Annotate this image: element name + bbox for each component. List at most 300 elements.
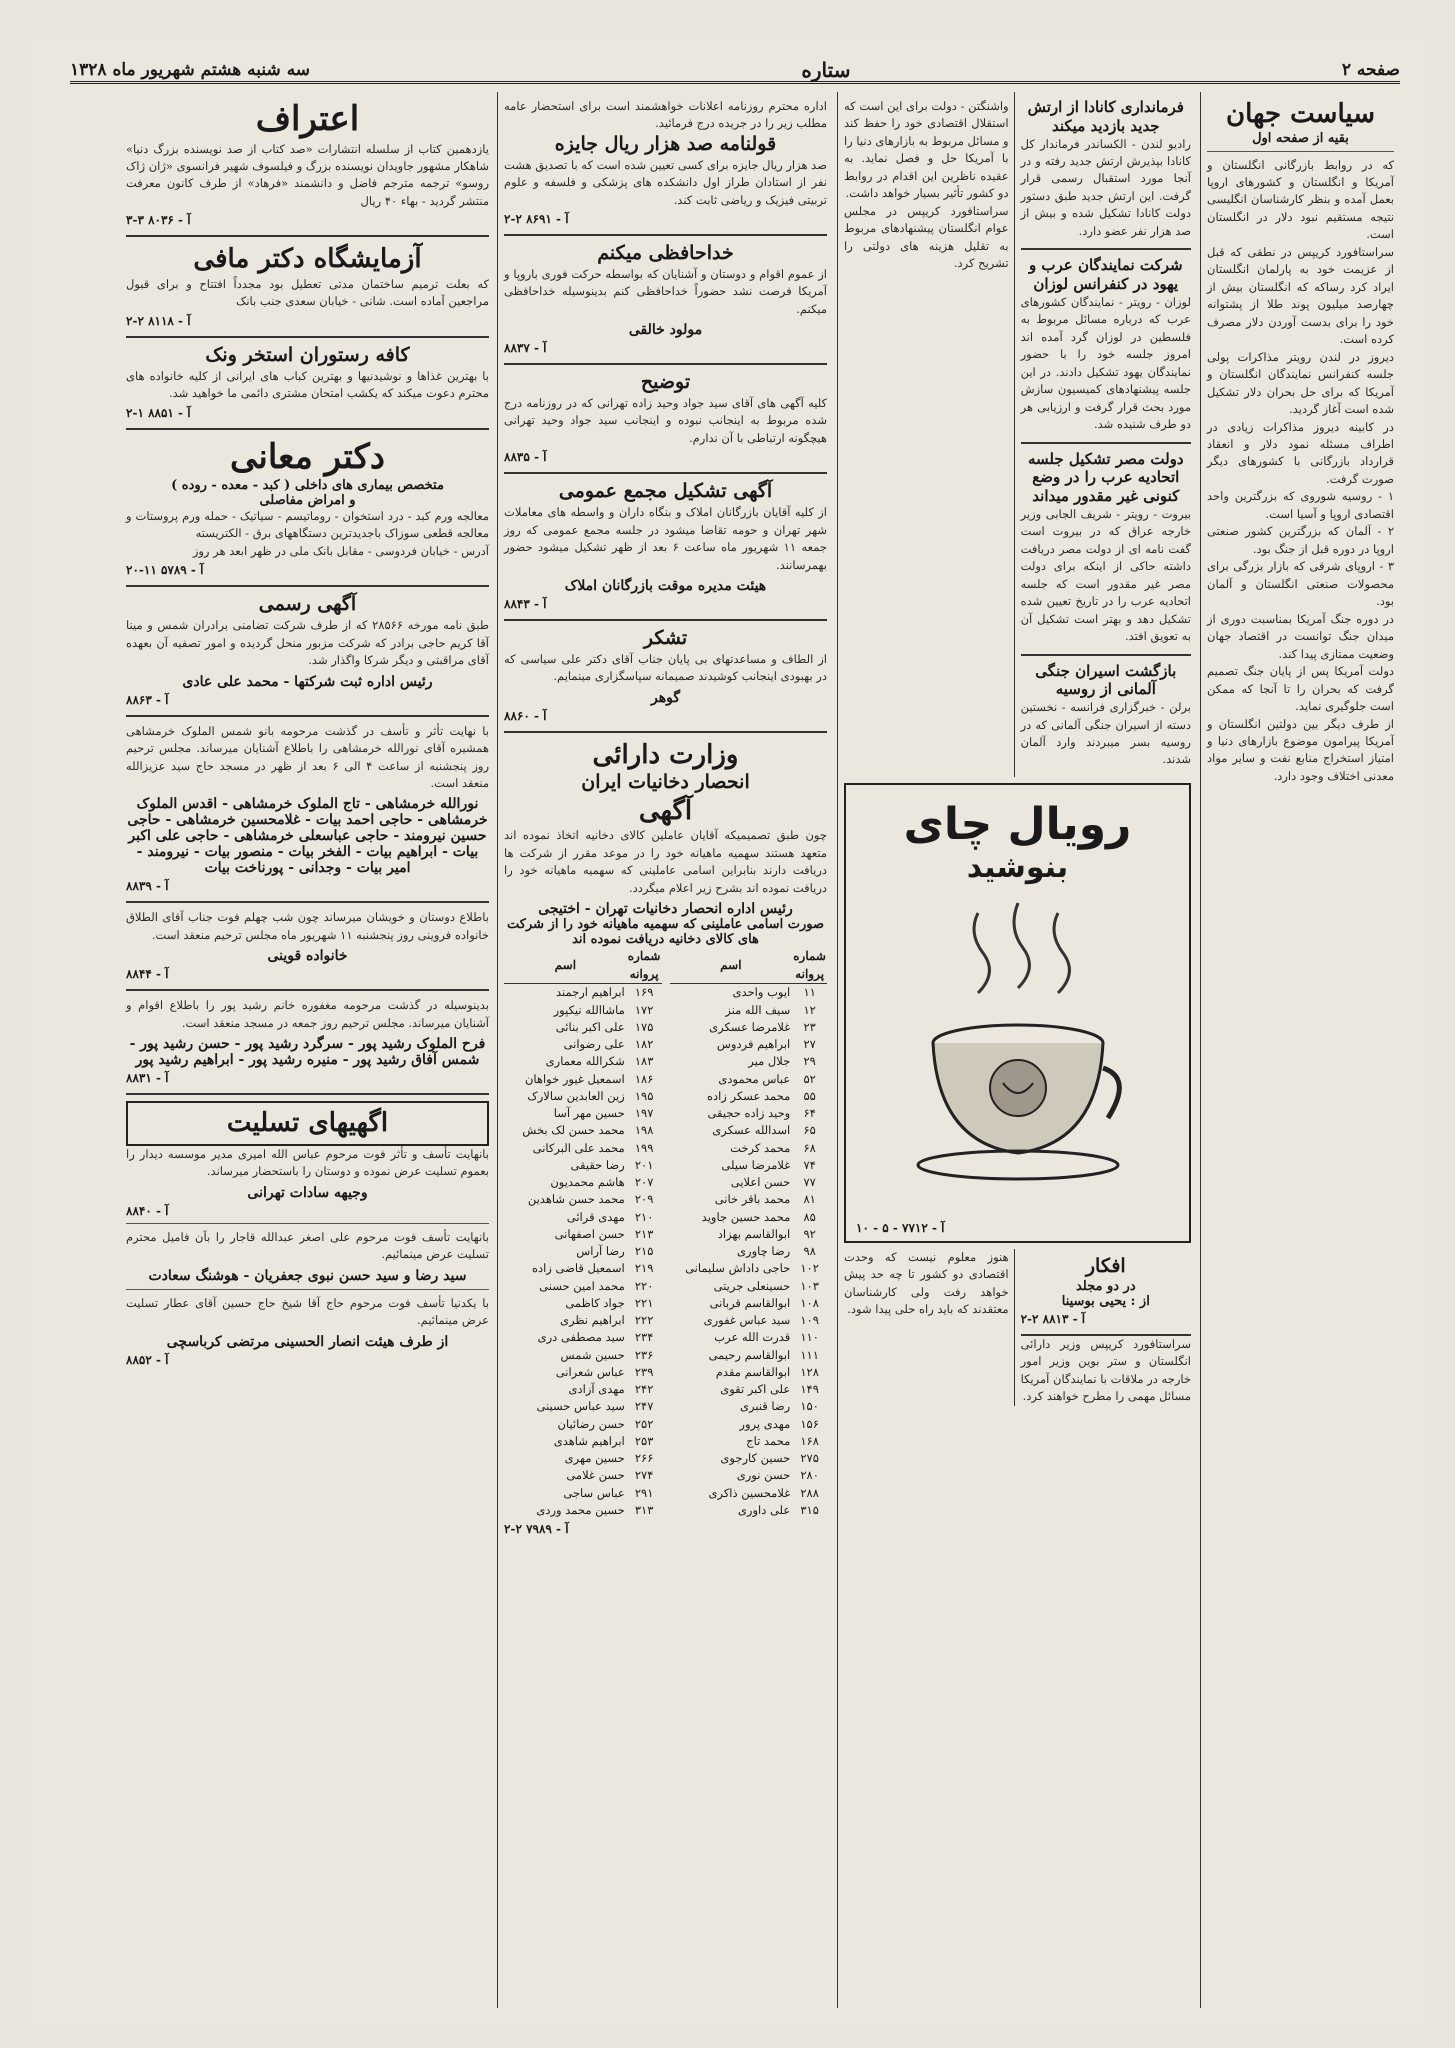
table-row	[504, 1157, 662, 1174]
article-body: بیروت - رویتر - شریف الجابی وزیر خارجه عراق که در بیروت است گفت نامه ای از دولت مصر دریافت داشته حاکی از اینکه برای دولت مصر غیر مقدور است که جلسه اتحادیه عرب را در تاریخ تعیین شده تشکیل دهد و بهتر است تشکیل آن به تعویق افتد.	[1020, 506, 1191, 644]
cafe-ad	[126, 338, 489, 430]
table-row	[504, 1243, 662, 1260]
notice-body: از عموم اقوام و دوستان و آشنایان که بواسطه حرکت فوری باروپا و آمریکا فرصت نشد حضوراً خداحافظی کنم بدینوسیله خداحافظی میکنم.	[504, 266, 827, 316]
license-number: ۲۷۴	[634, 1468, 654, 1483]
table-row	[670, 1450, 828, 1467]
agent-name: محمد عسکر زاده	[706, 1088, 791, 1103]
agent-name: ابراهیم شاهدی	[553, 1433, 625, 1448]
table-row	[504, 1140, 662, 1157]
notice-title: تشکر	[643, 627, 688, 650]
agent-name: علی اکبر تقوی	[720, 1382, 791, 1397]
agent-name: جلال میر	[748, 1054, 791, 1069]
agent-name: رضا قنبری	[739, 1399, 791, 1414]
agent-name: اسمعیل قاضی زاده	[531, 1261, 625, 1276]
license-number: ۵۵	[803, 1088, 816, 1103]
condolence-section	[126, 1095, 489, 1374]
table-row	[670, 1019, 828, 1036]
agent-name: حسین کارجوی	[720, 1451, 791, 1466]
agent-name: حسن اعلایی	[730, 1175, 791, 1190]
license-number: ۲۶۶	[634, 1451, 654, 1466]
column-header: شماره پروانه	[627, 947, 662, 984]
agent-name: حسین محمد وردی	[536, 1502, 625, 1517]
world-politics-article	[1207, 92, 1394, 793]
table-row	[504, 1191, 662, 1208]
ad-ref: آ - ۸۸۵۱ ۱-۲	[126, 405, 191, 420]
tobacco-monopoly-notice	[504, 733, 827, 1544]
notice-body: با نهایت تأثر و تأسف در گذشت مرحومه بانو شمس الملوک خرمشاهی همشیره آقای نورالله خرمشاهی را باطلاع آشنایان میرساند. مجلس ترحیم روز پنجشنبه از ساعت ۴ الی ۶ بعد از ظهر در مسجد حاج سید عزیزالله منعقد است.	[126, 723, 489, 790]
condolence-item	[126, 1146, 489, 1218]
license-number: ۱۱۱	[800, 1347, 819, 1362]
article-title: سیاست جهان	[1226, 99, 1375, 129]
agent-name: هاشم محمدیون	[550, 1175, 625, 1190]
license-number: ۲۴۲	[634, 1382, 654, 1397]
paragraph: دولت آمریکا پس از پایان جنگ تصمیم گرفت که بحران را تا آنجا که ممکن است جلوگیری نماید.	[1207, 664, 1394, 714]
agent-name: قدرت الله عرب	[714, 1330, 791, 1345]
article-body: لوزان - رویتر - نمایندگان کشورهای عرب که درباره مسائل مربوط به فلسطین در لوزان گرد آمده اند امروز جلسه خود را با حضور نمایندگان یهود تشکیل دادند. در این جلسه پیشنهادهای کمیسیون سازش مورد بحث قرار گرفت و ارزیابی هر دو طرف شنیده شد.	[1020, 294, 1191, 432]
license-number: ۱۱۰	[800, 1330, 819, 1345]
table-row	[670, 1053, 828, 1070]
farewell-notice	[504, 236, 827, 365]
table-row	[670, 1157, 828, 1174]
license-number: ۸۱	[803, 1192, 816, 1207]
table-row	[670, 1381, 828, 1398]
agent-name: محمد حسین جاوید	[701, 1209, 791, 1224]
table-row	[670, 1485, 828, 1502]
license-number: ۶۴	[803, 1106, 816, 1121]
table-row	[670, 1260, 828, 1277]
agent-name: ابراهیم فردوس	[716, 1037, 791, 1052]
article-body: سراستافورد کریپس وزیر دارائی انگلستان و ستر بوین وزیر امور خارجه در ملاقات با نمایندگان آمریکا مسائل مهمی را مطرح خواهند کرد.	[1020, 1336, 1191, 1404]
table-row	[504, 1053, 662, 1070]
table-row	[670, 1140, 828, 1157]
agent-name: ابراهیم نظری	[559, 1313, 625, 1328]
agent-name: شکرالله معماری	[545, 1054, 625, 1069]
agent-name: عباس محمودی	[718, 1071, 791, 1086]
license-number: ۲۳	[803, 1019, 816, 1034]
license-number: ۲۷۵	[800, 1451, 819, 1466]
ad-title: دکتر معانی	[230, 436, 385, 477]
notice-body: از کلیه آقایان بازرگانان املاک و بنگاه داران و واسطه های معاملات شهر تهران و حومه تقاضا میشود در جلسه مجمع عمومی که روز جمعه ۱۱ شهریور ماه ساعت ۶ بعد از ظهر تشکیل میشود حضور بهمرسانند.	[504, 505, 827, 572]
notice-ref: آ - ۸۸۴۰	[126, 1203, 169, 1218]
paragraph: در کابینه دیروز مذاکرات زیادی در اطراف مسئله نمود دلار و انعقاد قرارداد بازرگانی با کشورهای دیگر صورت گرفت.	[1207, 419, 1394, 486]
notice-signer: گوهر	[650, 689, 680, 706]
notice-ref: آ - ۸۸۴۴	[126, 967, 169, 982]
lab-ad	[126, 237, 489, 337]
notice-signer: از طرف هیئت انصار الحسینی مرتضی کرباسچی	[166, 1333, 449, 1350]
table-row	[504, 1174, 662, 1191]
notice-ref: آ - ۸۸۴۳	[504, 597, 547, 612]
agent-name: اسدالله عسکری	[712, 1123, 791, 1138]
license-number: ۲۰۹	[634, 1192, 654, 1207]
royal-tea-advertisement	[844, 783, 1191, 1243]
divider	[1207, 151, 1394, 152]
agent-name: عباس ساجی	[563, 1485, 625, 1500]
table-row	[504, 1278, 662, 1295]
license-number: ۲۲۰	[634, 1278, 654, 1293]
license-number: ۱۰۸	[800, 1295, 819, 1310]
license-number: ۲۱۹	[634, 1261, 654, 1276]
table-row	[670, 1174, 828, 1191]
notice-intro: اداره محترم روزنامه اعلانات خواهشمند است برای استحضار عامه مطلب زیر را در جریده درج فرمائید.	[504, 99, 827, 131]
table-row	[504, 1122, 662, 1139]
table-row	[504, 1036, 662, 1053]
paragraph: سراستافورد کریپس در نطقی که قبل از عزیمت خود به پارلمان انگلستان ایراد کرد رساکه که انگلستان بیش از چهارصد میلیون پوند طلا از پشتوانه خود را برای بدست آوردن دلار مصرف کرده است.	[1207, 244, 1394, 347]
table-row	[670, 1226, 828, 1243]
agent-name: جواد کاظمی	[565, 1295, 625, 1310]
table-row	[670, 1105, 828, 1122]
license-number: ۱۷۵	[634, 1019, 654, 1034]
ad-title: آزمایشگاه دکتر مافی	[193, 244, 422, 275]
article-title: فرمانداری کانادا از ارتش جدید بازدید میکند	[1027, 98, 1184, 135]
license-number: ۲۹۱	[634, 1485, 654, 1500]
license-number: ۲۰۷	[634, 1175, 654, 1190]
table-row	[670, 1364, 828, 1381]
ad-ref: آ - ۸۰۳۶ ۳-۳	[126, 213, 191, 228]
table-row	[670, 1467, 828, 1484]
agent-name: محمد باقر خانی	[714, 1192, 791, 1207]
agent-name: رضا حقیقی	[570, 1157, 625, 1172]
table-row	[504, 1226, 662, 1243]
table-row	[670, 1329, 828, 1346]
afkar-subcol	[1021, 1249, 1191, 1406]
table-row	[670, 1191, 828, 1208]
notice-body: کلیه آگهی های آقای سید جواد وحید زاده تهرانی که در روزنامه درج شده مربوط به اینجانب نبوده و اینجانب سید جواد وحید تهرانی هیچگونه ارتباطی با آن ندارم.	[504, 396, 827, 445]
article-title: دولت مصر تشکیل جلسه اتحادیه عرب را در وضع کنونی غیر مقدور میداند	[1027, 449, 1184, 506]
divider	[126, 1223, 489, 1224]
article-body: رادیو لندن - الکساندر فرماندار کل کانادا بپذیرش ارتش جدید رفته و در آنجا مورد استقبال رسمی قرار گرفت. این ارتش جدید طبق دستور دولت کانادا تشکیل شده و بیش از صد هزار نفر عضو دارد.	[1020, 136, 1191, 238]
license-number: ۲۱۵	[634, 1244, 654, 1259]
paragraph: در دوره جنگ آمریکا بمناسبت دوری از میدان جنگ توانست در اقتصاد جهان وضعیت ممتازی پیدا کند.	[1207, 611, 1394, 661]
ad-body: که بعلت ترمیم ساختمان مدتی تعطیل بود مجدداً افتتاح و برای قبول مراجعین آماده است. شانی - خیابان سعدی جنب بانک	[126, 276, 489, 309]
agent-name: غلامرضا سیلی	[721, 1157, 791, 1172]
ad-line: در دو مجلد	[1075, 1278, 1136, 1294]
column-header: اسم	[504, 947, 627, 984]
agent-name: محمد حسن شاهدین	[527, 1192, 625, 1207]
ad-ref: آ - ۸۸۶۳	[126, 692, 169, 707]
table-row	[670, 1416, 828, 1433]
ad-title: افکار	[1085, 1254, 1126, 1277]
license-number: ۵۲	[803, 1071, 816, 1086]
paragraph: ۳ - اروپای شرقی که بازار بزرگی برای محصولات صنعتی انگلستان و آلمان بود.	[1207, 559, 1394, 609]
agent-name: علی رضوانی	[563, 1037, 625, 1052]
license-number: ۲۱۳	[634, 1226, 654, 1241]
ad-address: آدرس - خیابان فردوسی - مقابل بانک ملی در ظهر ابعد هر روز	[192, 543, 489, 558]
notice-signer: خانواده قوینی	[267, 948, 348, 965]
agent-name: ماشاالله نیکپور	[553, 1002, 625, 1017]
notice-body: بانهایت تأسف فوت مرحوم علی اصغر عبدالله قاجار را بآن فامیل محترم تسلیت عرض مینمائیم.	[126, 1229, 489, 1262]
prize-contest-notice	[504, 92, 827, 236]
license-number: ۱۰۲	[800, 1261, 819, 1276]
notice-body: صد هزار ریال جایزه برای کسی تعیین شده است که با تصدیق هشت نفر از استادان طراز اول دانشکده های پزشکی و فلسفه و علوم تربیتی فیزیک و ریاضی ثابت کند.	[504, 157, 827, 207]
license-number: ۱۰۹	[800, 1313, 819, 1328]
table-row	[670, 984, 828, 1002]
table-row	[504, 984, 662, 1002]
continued-subcol	[844, 1249, 1015, 1406]
mourning-notice-3	[126, 991, 489, 1095]
canada-article	[1021, 92, 1191, 250]
agent-name: سید عباس غفوری	[703, 1313, 791, 1328]
egypt-article	[1021, 444, 1191, 656]
license-number: ۲۵۳	[634, 1433, 654, 1448]
paragraph: ۱ - روسیه شوروی که بزرگترین واحد اقتصادی اروپا و آسیا است.	[1207, 489, 1394, 521]
ad-ref: آ - ۸۸۱۳ ۲-۲	[1020, 1311, 1086, 1326]
mourning-notice-2	[126, 903, 489, 991]
license-number: ۶۸	[803, 1140, 816, 1155]
clarification-notice	[504, 365, 827, 474]
license-number: ۱۸۳	[634, 1054, 654, 1069]
notice-ref: آ - ۸۸۳۵	[504, 450, 547, 465]
license-number: ۸۵	[803, 1209, 816, 1224]
afkar-book-ad	[1021, 1249, 1191, 1336]
table-row	[670, 1312, 828, 1329]
agent-name: محمد کرخت	[730, 1140, 791, 1155]
ad-ref: آ - ۷۷۱۲ - ۵ - ۱۰	[856, 1220, 945, 1235]
table-row	[504, 1502, 662, 1519]
agent-name: علی داوری	[737, 1502, 791, 1517]
agent-name: اسمعیل غیور خواهان	[524, 1071, 625, 1086]
column-announcements	[497, 92, 833, 2008]
paragraph: از طرف دیگر بین دولتین انگلستان و آمریکا پیرامون موضوع بازارهای دنیا و امتیاز استخراج منابع نفت و سایر مواد معدنی اختلاف وجود دارد.	[1207, 716, 1394, 783]
table-row	[670, 1088, 828, 1105]
license-number: ۲۸۸	[800, 1485, 819, 1500]
ad-title: کافه رستوران استخر ونک	[205, 343, 410, 366]
table-row	[504, 1260, 662, 1277]
masthead	[70, 58, 1400, 84]
table-row	[504, 1019, 662, 1036]
table-row	[504, 1398, 662, 1415]
license-number: ۲۵۲	[634, 1416, 654, 1431]
notice-ref: آ - ۸۸۳۱	[126, 1071, 169, 1086]
paragraph: ۲ - آلمان که بزرگترین کشور صنعتی اروپا در دوره قبل از جنگ بود.	[1207, 524, 1394, 556]
table-row	[504, 1416, 662, 1433]
notice-body: بانهایت تأسف و تأثر فوت مرحوم عباس الله امیری مدیر موسسه دیدار را بعموم تسلیت عرض نموده و دوستان را باستحضار میرساند.	[126, 1146, 489, 1179]
agent-name: ابوالقاسم بهزاد	[717, 1226, 791, 1241]
license-number: ۱۲	[803, 1002, 816, 1017]
table-row	[670, 1002, 828, 1019]
license-number: ۲۲۱	[634, 1295, 654, 1310]
notice-body: با یکدنیا تأسف فوت مرحوم حاج آقا شیخ حاج حسین آقای عطار تسلیت عرض مینمائیم.	[126, 1295, 489, 1328]
list-title: صورت اسامی عاملینی که سهمیه ماهیانه خود را از شرکت های کالای دخانیه دریافت نموده اند	[507, 917, 824, 948]
license-number: ۲۱۰	[634, 1209, 654, 1224]
agent-name: مهدی پرور	[739, 1416, 791, 1431]
notice-body: از الطاف و مساعدتهای بی پایان جناب آقای دکتر علی سیاسی که در بهبودی اینجانب کوشیدند صمیمانه سپاسگزاری مینمایم.	[504, 651, 827, 684]
ad-body: طبق نامه مورخه ۲۸۵۶۶ که از طرف شرکت تضامنی برادران شمس و مینا آقا کریم حاجی برادر که شرکت مزبور منحل گردیده و امور تصفیه آن بعهده آقای مراقبتی و دیگر شرکا واگذار شد.	[126, 618, 490, 668]
table-row	[504, 1002, 662, 1019]
article-body: هنوز معلوم نیست که وحدت اقتصادی دو کشور تا چه حد پیش خواهد رفت ولی کارشناسان معتقدند که باید راه حلی پیدا شود.	[844, 1249, 1009, 1317]
license-number: ۱۵۰	[800, 1399, 819, 1414]
notice-names: نورالله خرمشاهی - تاج الملوک خرمشاهی - اقدس الملوک خرمشاهی - حاجی احمد بیات - غلامحسین خرمشاهی - حاجی حسین نیرومند - حاجی عباسعلی خرمشاهی - حاجی علی اکبر بیات - ابراهیم بیات - الفخر بیات - منصور بیات - نیرومند - امیر بیات - وجدانی - پورناخت بیات	[127, 796, 488, 877]
agent-name: رضا آراس	[576, 1244, 625, 1259]
license-number: ۲۷	[803, 1037, 816, 1052]
license-number: ۹۲	[803, 1226, 816, 1241]
notice-signer: وجیهه سادات تهرانی	[247, 1184, 368, 1201]
article-subtitle: بقیه از صفحه اول	[1252, 130, 1349, 146]
agent-name: ابراهیم ارجمند	[555, 985, 625, 1000]
agent-name: محمد امین حسنی	[539, 1278, 625, 1293]
notice-ref: آ - ۸۸۳۷	[504, 341, 547, 356]
table-row	[670, 1278, 828, 1295]
license-number: ۱۹۹	[634, 1140, 654, 1155]
agent-name: وحید زاده حجیقی	[707, 1106, 791, 1121]
notice-body: باطلاع دوستان و خویشان میرساند چون شب چهلم فوت جناب آقای الطلاق خانواده فروینی روز پنجشنبه ۱۱ شهریور ماه مجلس ترحیم منعقد است.	[126, 910, 489, 942]
license-number: ۲۰۱	[634, 1157, 654, 1172]
teacup-illustration-icon	[908, 893, 1128, 1193]
issue-date: سه شنبه هشتم شهریور ماه ۱۳۲۸	[70, 59, 311, 80]
condolence-item	[126, 1295, 489, 1367]
ad-title: رویال چای	[903, 798, 1132, 850]
mourning-notice-1	[126, 717, 489, 904]
ministry-label: آگهی	[638, 795, 693, 826]
column-header: اسم	[670, 947, 793, 984]
table-row	[504, 1105, 662, 1122]
ministry-title: وزارت دارائی	[592, 739, 739, 770]
notice-signer: سید رضا و سید حسن نبوی جعفریان - هوشنگ سعادت	[148, 1267, 467, 1284]
notice-body: چون طبق تصمیمیکه آقایان عاملین کالای دخانیه اتخاذ نموده اند متعهد هستند سهمیه ماهیانه خود را در موعد مقرر از شرکت ها دریافت دارند بنابراین اسامی عاملینی که سهمیه ماهیانه خود را دریافت نموده اند بشرح زیر اعلام میگردد.	[504, 828, 827, 895]
agent-name: سید عباس حسینی	[536, 1399, 625, 1414]
article-title: شرکت نمایندگان عرب و یهود در کنفرانس لوزان	[1028, 256, 1183, 294]
notice-names: فرح الملوک رشید پور - سرگرد رشید پور - حسن رشید پور - شمس آفاق رشید پور - منیره رشید پور - ابراهیم رشید پور	[129, 1036, 486, 1069]
notice-title: خداحافظی میکنم	[597, 242, 734, 265]
license-number: ۱۹۵	[634, 1088, 654, 1103]
license-number: ۲۸۰	[800, 1468, 819, 1483]
agent-name: حسن نوری	[736, 1468, 791, 1483]
ad-subtitle: بنوشید	[966, 849, 1069, 885]
notice-ref: آ - ۸۶۹۱ ۲-۲	[504, 212, 569, 227]
table-row	[670, 1433, 828, 1450]
general-assembly-notice	[504, 474, 827, 621]
license-number: ۱۱	[803, 985, 816, 1000]
license-number: ۱۶۸	[800, 1433, 819, 1448]
doctor-ad	[126, 430, 489, 588]
ad-title: اعتراف	[255, 99, 360, 139]
pow-article	[1021, 656, 1191, 777]
license-number: ۱۸۲	[634, 1037, 654, 1052]
license-number: ۳۱۳	[634, 1502, 654, 1517]
article-body: سراستافورد کریپس در مجلس عوام انگلستان پیشنهادهای مربوط به تقلیل هزینه های دولتی را تشریح کرد.	[844, 203, 1009, 271]
table-row	[504, 1485, 662, 1502]
notice-ref: آ - ۷۹۸۹ ۲-۲	[504, 1522, 569, 1537]
notice-title: توضیح	[640, 371, 691, 394]
table-row	[504, 1381, 662, 1398]
license-number: ۱۵۶	[800, 1416, 819, 1431]
notice-signer: هیئت مدیره موقت بازرگانان املاک	[564, 578, 767, 595]
license-number: ۱۶۹	[634, 985, 654, 1000]
paragraph: که در روابط بازرگانی انگلستان و آمریکا و انگلستان و کشورهای اروپا بعمل آمده و بنظر کارشناسان انگلیسی نتیجه مستقیم نبود دلار در انگلستان است.	[1207, 157, 1394, 242]
table-row	[504, 1209, 662, 1226]
license-number: ۲۲۲	[634, 1313, 654, 1328]
agent-name: زین العابدین سالارک	[527, 1088, 625, 1103]
table-row	[504, 1295, 662, 1312]
ad-body: با بهترین غذاها و نوشیدنیها و بهترین کباب های ایرانی از کلیه خانواده های محترم دعوت میکند که یکشب امتحان مشتری دائمی ما خواهید شد.	[126, 368, 489, 401]
license-number: ۶۵	[803, 1123, 816, 1138]
agent-name: سید مصطفی دری	[537, 1330, 625, 1345]
license-number: ۲۴۷	[634, 1399, 654, 1414]
table-row	[504, 1088, 662, 1105]
license-number: ۱۴۹	[800, 1382, 819, 1397]
agent-name: غلامرضا عسکری	[709, 1019, 791, 1034]
notice-ref: آ - ۸۸۵۲	[126, 1352, 169, 1367]
agent-name: ابوالقاسم رحیمی	[708, 1347, 791, 1362]
agent-name: مهدی آزادی	[568, 1382, 625, 1397]
column-world-politics	[1200, 92, 1400, 2008]
license-number: ۷۴	[803, 1157, 816, 1172]
article-title: بازگشت اسیران جنگی آلمانی از روسیه	[1035, 661, 1177, 699]
article-body: واشنگتن - دولت برای این است که استقلال اقتصادی خود را حفظ کند و مسائل مربوط به بازارهای دنیا را با آمریکا حل و فصل نماید. به عقیده ناظرین این اقدام در روابط دو کشور تأثیر بسیار خواهد داشت.	[843, 99, 1009, 201]
ad-body: یازدهمین کتاب از سلسله انتشارات «صد کتاب از صد نویسنده بزرگ دنیا» شاهکار مشهور جاویدان نویسنده بزرگ و فیلسوف شهیر فرانسوی «ژان ژاک روسو» ترجمه مترجم فاضل و دانشمند «فرهاد» از طرف کانون معرفت منتشر گردید - بهاء ۴۰ ریال	[126, 141, 489, 208]
column-ads	[120, 92, 495, 2008]
license-number: ۹۸	[803, 1244, 816, 1259]
agent-name: محمد تاج	[746, 1433, 791, 1448]
license-number: ۱۷۲	[634, 1002, 654, 1017]
table-row	[670, 1122, 828, 1139]
ad-body: معالجه ورم کبد - درد استخوان - روماتیسم - سیاتیک - حمله ورم پروستات و معالجه قطعی سوزاک باجدیدترین دستگاههای برق - الکتریسته	[126, 509, 489, 541]
license-number: ۲۹	[803, 1054, 816, 1069]
agent-name: رضا چاوری	[737, 1244, 791, 1259]
page-number: صفحه ۲	[1341, 59, 1400, 80]
table-row	[670, 1502, 828, 1519]
agent-name: محمد حسن لک بخش	[522, 1123, 625, 1138]
ministry-subtitle: انحصار دخانیات ایران	[581, 771, 750, 794]
agents-list	[504, 947, 827, 1519]
notice-title: آگهی تشکیل مجمع عمومی	[558, 480, 773, 503]
paper-name: ستاره	[801, 57, 851, 82]
article-body: برلن - خبرگزاری فرانسه - نخستین دسته از اسیران جنگی آلمانی که در روسیه بسر میبردند وارد آلمان شدند.	[1020, 700, 1191, 767]
ad-line: و امراض مفاصلی	[259, 493, 356, 508]
agent-name: محمد علی البرکانی	[532, 1140, 625, 1155]
official-notice	[126, 587, 489, 716]
article-body	[1207, 157, 1394, 786]
table-row	[670, 1071, 828, 1088]
paragraph: دیروز در لندن رویتر مذاکرات پولی جلسه کنفرانس نمایندگان انگلستان و آمریکا که برای حل بحران دلار تشکیل شده است آغاز گردید.	[1207, 349, 1394, 417]
ad-title: آگهی رسمی	[258, 593, 357, 616]
license-number: ۱۹۷	[634, 1106, 654, 1121]
table-row	[670, 1347, 828, 1364]
ad-ref: آ - ۵۷۸۹ ۱۱-۲۰	[126, 563, 204, 578]
column-header: شماره پروانه	[792, 947, 827, 984]
license-number: ۳۱۵	[800, 1502, 819, 1517]
notice-ref: آ - ۸۸۳۹	[126, 879, 169, 894]
ad-signer: رئیس اداره ثبت شرکتها - محمد علی عادی	[182, 673, 433, 690]
license-number: ۷۷	[803, 1175, 816, 1190]
ad-ref: آ - ۸۱۱۸ ۲-۲	[126, 313, 191, 328]
table-row	[504, 1450, 662, 1467]
license-number: ۱۹۸	[634, 1123, 654, 1138]
table-row	[670, 1036, 828, 1053]
column-news	[837, 92, 1197, 2008]
table-row	[504, 1071, 662, 1088]
agent-name: حسن رضائیان	[557, 1416, 625, 1431]
divider	[126, 1289, 489, 1290]
license-number: ۲۳۶	[634, 1347, 654, 1362]
table-row	[504, 1347, 662, 1364]
washington-article	[844, 92, 1009, 281]
agent-name: حسن اصفهانی	[554, 1226, 625, 1241]
table-row	[504, 1312, 662, 1329]
ad-line: از : یحیی بوسینا	[1061, 1293, 1150, 1309]
agent-name: غلامحسین ذاکری	[708, 1485, 791, 1500]
book-confession-ad	[126, 92, 489, 237]
agent-name: سیف الله منز	[725, 1002, 791, 1017]
table-row	[670, 1209, 828, 1226]
license-number: ۲۳۴	[634, 1330, 654, 1345]
condolence-item	[126, 1229, 489, 1284]
news-right-subcol	[1021, 92, 1191, 777]
notice-ref: آ - ۸۸۶۰	[504, 708, 547, 723]
agent-name: علی اکبر بنائی	[555, 1019, 625, 1034]
license-number: ۱۲۸	[800, 1364, 819, 1379]
agent-name: حاجی داداش سلیمانی	[685, 1261, 791, 1276]
license-number: ۱۸۶	[634, 1071, 654, 1086]
